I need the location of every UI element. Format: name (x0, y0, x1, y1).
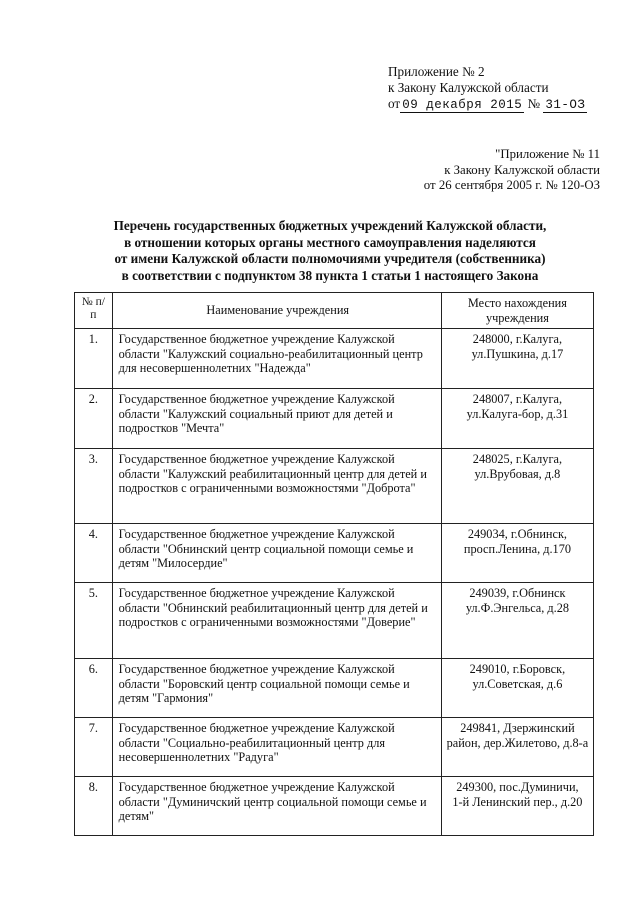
row-number: 4. (75, 524, 113, 583)
appendix-law-reference: к Закону Калужской области (388, 80, 549, 95)
institution-address (441, 524, 593, 583)
table-row (75, 583, 594, 659)
institution-address (441, 583, 593, 659)
address-line-1: 249039, г.Обнинск (469, 586, 566, 600)
address-line-2: ул.Советская, д.6 (472, 676, 563, 691)
header-name: Наименование учреждения (112, 293, 441, 329)
previous-appendix-title: "Приложение № 11 (495, 147, 600, 161)
row-number: 7. (75, 718, 113, 777)
document-title (60, 218, 600, 284)
institution-address (441, 659, 593, 718)
previous-appendix-date: от 26 сентября 2005 г. № 120-ОЗ (423, 178, 600, 192)
appendix-header (388, 64, 587, 113)
address-line-1: 249034, г.Обнинск, (467, 527, 567, 541)
address-line-1: 249010, г.Боровск, (469, 662, 566, 676)
header-number: № п/п (75, 293, 113, 329)
row-number: 2. (75, 389, 113, 449)
row-number: 6. (75, 659, 113, 718)
law-date: 09 декабря 2015 (402, 98, 523, 112)
row-number: 8. (75, 777, 113, 836)
institution-name: Государственное бюджетное учреждение Калужской области "Думиничский центр социальной помощи семье и детям" (112, 777, 441, 836)
previous-appendix-header (424, 147, 600, 194)
header-place: Место нахождения учреждения (441, 293, 593, 329)
institution-address (441, 329, 593, 389)
institution-address (441, 449, 593, 524)
table-row (75, 718, 594, 777)
address-line-1: 249841, Дзержинский (460, 721, 575, 735)
number-prefix: № (527, 96, 541, 111)
title-line-1: Перечень государственных бюджетных учреждений Калужской области, (113, 218, 547, 233)
institution-name: Государственное бюджетное учреждение Калужской области "Социально-реабилитационный центр для несовершеннолетних "Радуга" (112, 718, 441, 777)
address-line-1: 248025, г.Калуга, (472, 452, 563, 466)
table-header-row (75, 293, 594, 329)
institution-address (441, 718, 593, 777)
table-row (75, 524, 594, 583)
title-line-4: в соответствии с подпунктом 38 пункта 1 статьи 1 настоящего Закона (121, 267, 539, 283)
address-line-2: ул.Калуга-бор, д.31 (466, 406, 569, 421)
address-line-2: ул.Ф.Энгельса, д.28 (465, 600, 570, 615)
institution-name: Государственное бюджетное учреждение Калужской области "Обнинский центр социальной помощи семье и детям "Милосердие" (112, 524, 441, 583)
address-line-2: район, дер.Жилетово, д.8-а (446, 735, 589, 750)
title-line-2: в отношении которых органы местного самоуправления наделяются (124, 234, 536, 250)
table-row (75, 449, 594, 524)
institution-name: Государственное бюджетное учреждение Калужской области "Боровский центр социальной помощи семье и детям "Гармония" (112, 659, 441, 718)
institution-name: Государственное бюджетное учреждение Калужской области "Калужский социальный приют для детей и подростков "Мечта" (112, 389, 441, 449)
institution-address (441, 389, 593, 449)
institution-name: Государственное бюджетное учреждение Калужской области "Обнинский реабилитационный центр для детей и подростков с ограниченными возможностями "Доверие" (112, 583, 441, 659)
address-line-1: 248000, г.Калуга, (472, 332, 563, 346)
address-line-1: 248007, г.Калуга, (472, 392, 563, 406)
row-number: 5. (75, 583, 113, 659)
institution-name: Государственное бюджетное учреждение Калужской области "Калужский социально-реабилитационный центр для несовершеннолетних "Надежда" (112, 329, 441, 389)
table-row (75, 777, 594, 836)
address-line-1: 249300, пос.Думиничи, (456, 780, 579, 794)
table-row (75, 389, 594, 449)
institution-address (441, 777, 593, 836)
title-line-3: от имени Калужской области полномочиями учредителя (собственника) (114, 251, 546, 266)
date-prefix: от (388, 96, 401, 111)
address-line-2: ул.Врубовая, д.8 (474, 466, 561, 481)
address-line-2: ул.Пушкина, д.17 (471, 346, 564, 361)
row-number: 1. (75, 329, 113, 389)
institutions-table (74, 292, 594, 836)
table-row (75, 659, 594, 718)
address-line-2: просп.Ленина, д.170 (463, 541, 571, 556)
address-line-2: 1-й Ленинский пер., д.20 (452, 794, 583, 809)
appendix-title: Приложение № 2 (388, 64, 485, 79)
institution-name: Государственное бюджетное учреждение Калужской области "Калужский реабилитационный центр для детей и подростков с ограниченными возможностями "Доброта" (112, 449, 441, 524)
appendix-date-line (388, 96, 587, 113)
previous-appendix-law: к Закону Калужской области (444, 162, 600, 177)
table-row (75, 329, 594, 389)
row-number: 3. (75, 449, 113, 524)
law-number: 31-ОЗ (545, 98, 586, 112)
